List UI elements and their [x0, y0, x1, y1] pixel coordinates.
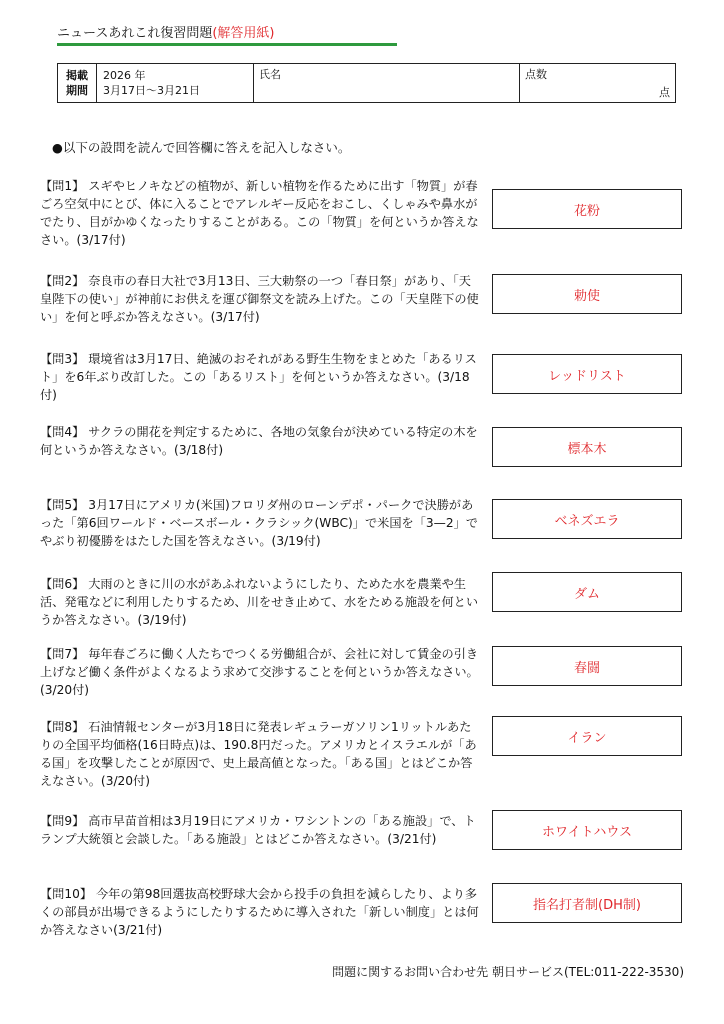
document-title: [57, 22, 275, 41]
answer-box[interactable]: ダム: [492, 572, 682, 612]
question-text: 【問3】 環境省は3月17日、絶滅のおそれがある野生生物をまとめた「あるリスト」を6年ぶり改訂した。この「あるリスト」を何というか答えなさい。(3/18付): [40, 352, 477, 402]
answer-box[interactable]: 勅使: [492, 274, 682, 314]
score-label: 点数: [525, 68, 547, 81]
question-text: 【問6】 大雨のときに川の水があふれないようにしたり、ためた水を農業や生活、発電などに利用したりするため、川をせき止めて、水をためる施設を何というか答えなさい。(3/19付): [40, 577, 479, 627]
name-label: 氏名: [259, 68, 281, 81]
period-year: 2026 年: [103, 69, 146, 82]
answer-box[interactable]: 標本木: [492, 427, 682, 467]
answer-box[interactable]: 指名打者制(DH制): [492, 883, 682, 923]
answer-box[interactable]: イラン: [492, 716, 682, 756]
info-table: [57, 63, 676, 103]
question-text: 【問10】 今年の第98回選抜高校野球大会から投手の負担を減らしたり、より多くの部員が出場できるようにしたりするために導入された「新しい制度」とは何か答えなさい(3/21付): [40, 887, 479, 937]
title-main: ニュースあれこれ復習問題: [57, 26, 213, 41]
score-unit: 点: [659, 86, 670, 99]
answer-box[interactable]: レッドリスト: [492, 354, 682, 394]
question-text: 【問8】 石油情報センターが3月18日に発表レギュラーガソリン1リットルあたりの全国平均価格(16日時点)は、190.8円だった。アメリカとイスラエルが「ある国」を攻撃したことが原因で、史上最高値となった。「ある国」とはどこか答えなさい。(3/20付): [40, 720, 477, 788]
answer-box[interactable]: ホワイトハウス: [492, 810, 682, 850]
question-text: 【問7】 毎年春ごろに働く人たちでつくる労働組合が、会社に対して賃金の引き上げなど働く条件がよくなるよう求めて交渉することを何というか答えなさい。(3/20付): [40, 647, 479, 697]
instruction-text: ●以下の設問を読んで回答欄に答えを記入しなさい。: [52, 140, 351, 155]
question-text: 【問9】 高市早苗首相は3月19日にアメリカ・ワシントンの「ある施設」で、トランプ大統領と会談した。「ある施設」とはどこか答えなさい。(3/21付): [40, 814, 476, 846]
period-range: 3月17日〜3月21日: [103, 84, 200, 97]
period-value: [97, 64, 254, 102]
score-field[interactable]: [520, 64, 675, 102]
question-text: 【問4】 サクラの開花を判定するために、各地の気象台が決めている特定の木を何というか答えなさい。(3/18付): [40, 425, 478, 457]
title-underline: [57, 43, 397, 46]
answer-box[interactable]: ベネズエラ: [492, 499, 682, 539]
period-label: 掲載 期間: [58, 64, 97, 102]
name-field[interactable]: [254, 64, 520, 102]
question-text: 【問2】 奈良市の春日大社で3月13日、三大勅祭の一つ「春日祭」があり、「天皇陛下の使い」が神前にお供えを運び御祭文を読み上げた。この「天皇陛下の使い」を何と呼ぶか答えなさい。(3/17付): [40, 274, 479, 324]
question-text: 【問5】 3月17日にアメリカ(米国)フロリダ州のローンデポ・パークで決勝があった「第6回ワールド・ベースボール・クラシック(WBC)」で米国を「3—2」でやぶり初優勝をはたした国を答えなさい。(3/19付): [40, 498, 478, 548]
footer-contact: 問題に関するお問い合わせ先 朝日サービス(TEL:011-222-3530): [332, 965, 684, 979]
question-text: 【問1】 スギやヒノキなどの植物が、新しい植物を作るために出す「物質」が春ごろ空気中にとび、体に入ることでアレルギー反応をおこし、くしゃみや鼻水がでたり、目がかゆくなったりすることがある。この「物質」を何というか答えなさい。(3/17付): [40, 179, 479, 247]
title-paren: (解答用紙): [212, 26, 275, 41]
answer-box[interactable]: 花粉: [492, 189, 682, 229]
answer-box[interactable]: 春闘: [492, 646, 682, 686]
